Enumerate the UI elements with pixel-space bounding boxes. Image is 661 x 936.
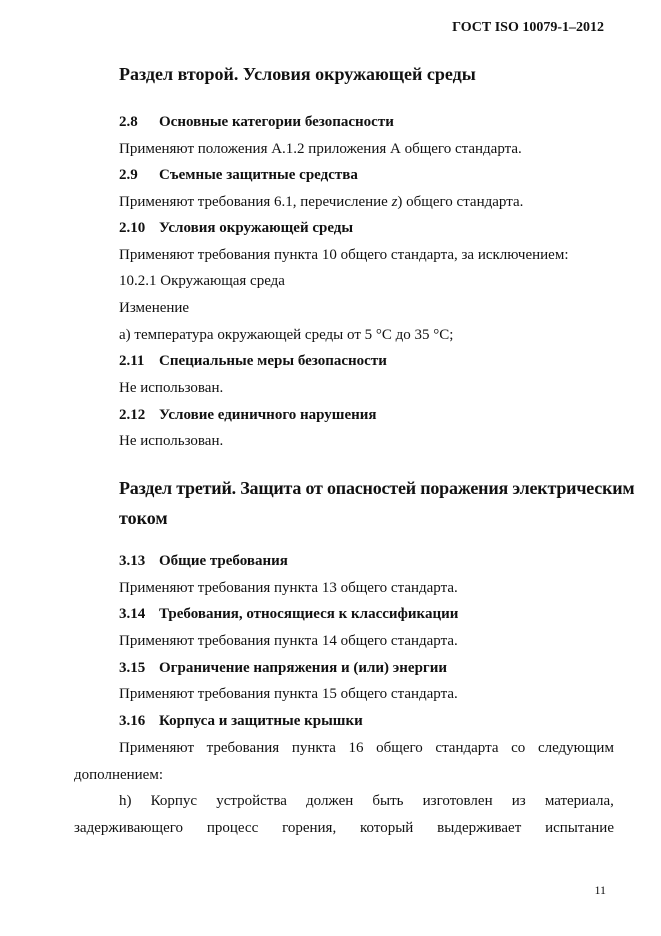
- word: стандарта: [435, 740, 499, 756]
- word: общего: [376, 740, 423, 756]
- word: следующим: [537, 740, 614, 756]
- word: процесс: [206, 820, 259, 836]
- clause-subtext: Изменение: [119, 300, 190, 316]
- justified-line: [119, 793, 614, 810]
- clause-number: 3.16: [119, 713, 146, 729]
- clause-subtext: 10.2.1 Окружающая среда: [119, 273, 285, 289]
- page-number: 11: [594, 883, 606, 897]
- word: материала,: [544, 793, 614, 809]
- clause-text: Применяют требования пункта 10 общего стандарта, за исключением:: [119, 247, 569, 263]
- clause-text: Не использован.: [119, 433, 224, 449]
- clause-number: 3.13: [119, 553, 146, 569]
- text-part: ) общего стандарта.: [397, 194, 524, 210]
- section-3-heading-line1: Раздел третий. Защита от опасностей поражения электрическим: [119, 478, 635, 498]
- clause-text: Применяют требования пункта 15 общего стандарта.: [119, 686, 458, 702]
- clause-text: Применяют положения А.1.2 приложения А общего стандарта.: [119, 141, 522, 157]
- clause-title: Общие требования: [159, 553, 288, 569]
- word: испытание: [545, 820, 614, 836]
- italic-letter: z: [391, 194, 398, 210]
- word: устройства: [216, 793, 287, 809]
- word: должен: [306, 793, 354, 809]
- justified-line: [74, 820, 614, 837]
- clause-number: 2.9: [119, 167, 138, 183]
- document-header: ГОСТ ISO 10079-1–2012: [452, 20, 604, 35]
- clause-title: Основные категории безопасности: [159, 114, 394, 130]
- clause-title: Ограничение напряжения и (или) энергии: [159, 660, 448, 676]
- clause-number: 2.8: [119, 114, 138, 130]
- clause-title: Требования, относящиеся к классификации: [159, 606, 459, 622]
- clause-text: Применяют требования пункта 14 общего стандарта.: [119, 633, 458, 649]
- word: выдерживает: [437, 820, 522, 836]
- clause-number: 3.14: [119, 606, 146, 622]
- word: который: [360, 820, 414, 836]
- word: изготовлен: [422, 793, 493, 809]
- clause-title: Корпуса и защитные крышки: [159, 713, 363, 729]
- clause-text: Не использован.: [119, 380, 224, 396]
- clause-text: [119, 194, 523, 211]
- clause-text: Применяют требования пункта 13 общего стандарта.: [119, 580, 458, 596]
- clause-title: Условия окружающей среды: [159, 220, 354, 236]
- clause-number: 2.12: [119, 407, 146, 423]
- section-2-heading: Раздел второй. Условия окружающей среды: [119, 64, 476, 84]
- word: Корпус: [150, 793, 198, 809]
- text-part: Применяют требования 6.1, перечисление: [119, 194, 392, 210]
- word: задерживающего: [74, 820, 183, 836]
- word: из: [511, 793, 526, 809]
- clause-subtext: а) температура окружающей среды от 5 °С до 35 °С;: [119, 327, 454, 343]
- word: Применяют: [119, 740, 194, 756]
- word: со: [511, 740, 526, 756]
- word: горения,: [282, 820, 337, 836]
- word: пункта: [291, 740, 336, 756]
- paragraph-line: дополнением:: [74, 767, 164, 783]
- section-3-heading-line2: током: [119, 508, 168, 528]
- clause-number: 2.11: [119, 353, 145, 369]
- word: h): [119, 793, 132, 809]
- word: 16: [348, 740, 364, 756]
- word: быть: [372, 793, 404, 809]
- word: требования: [206, 740, 280, 756]
- clause-number: 2.10: [119, 220, 146, 236]
- clause-title: Условие единичного нарушения: [159, 407, 377, 423]
- justified-line: [119, 740, 614, 757]
- clause-title: Съемные защитные средства: [159, 167, 358, 183]
- clause-title: Специальные меры безопасности: [159, 353, 387, 369]
- clause-number: 3.15: [119, 660, 146, 676]
